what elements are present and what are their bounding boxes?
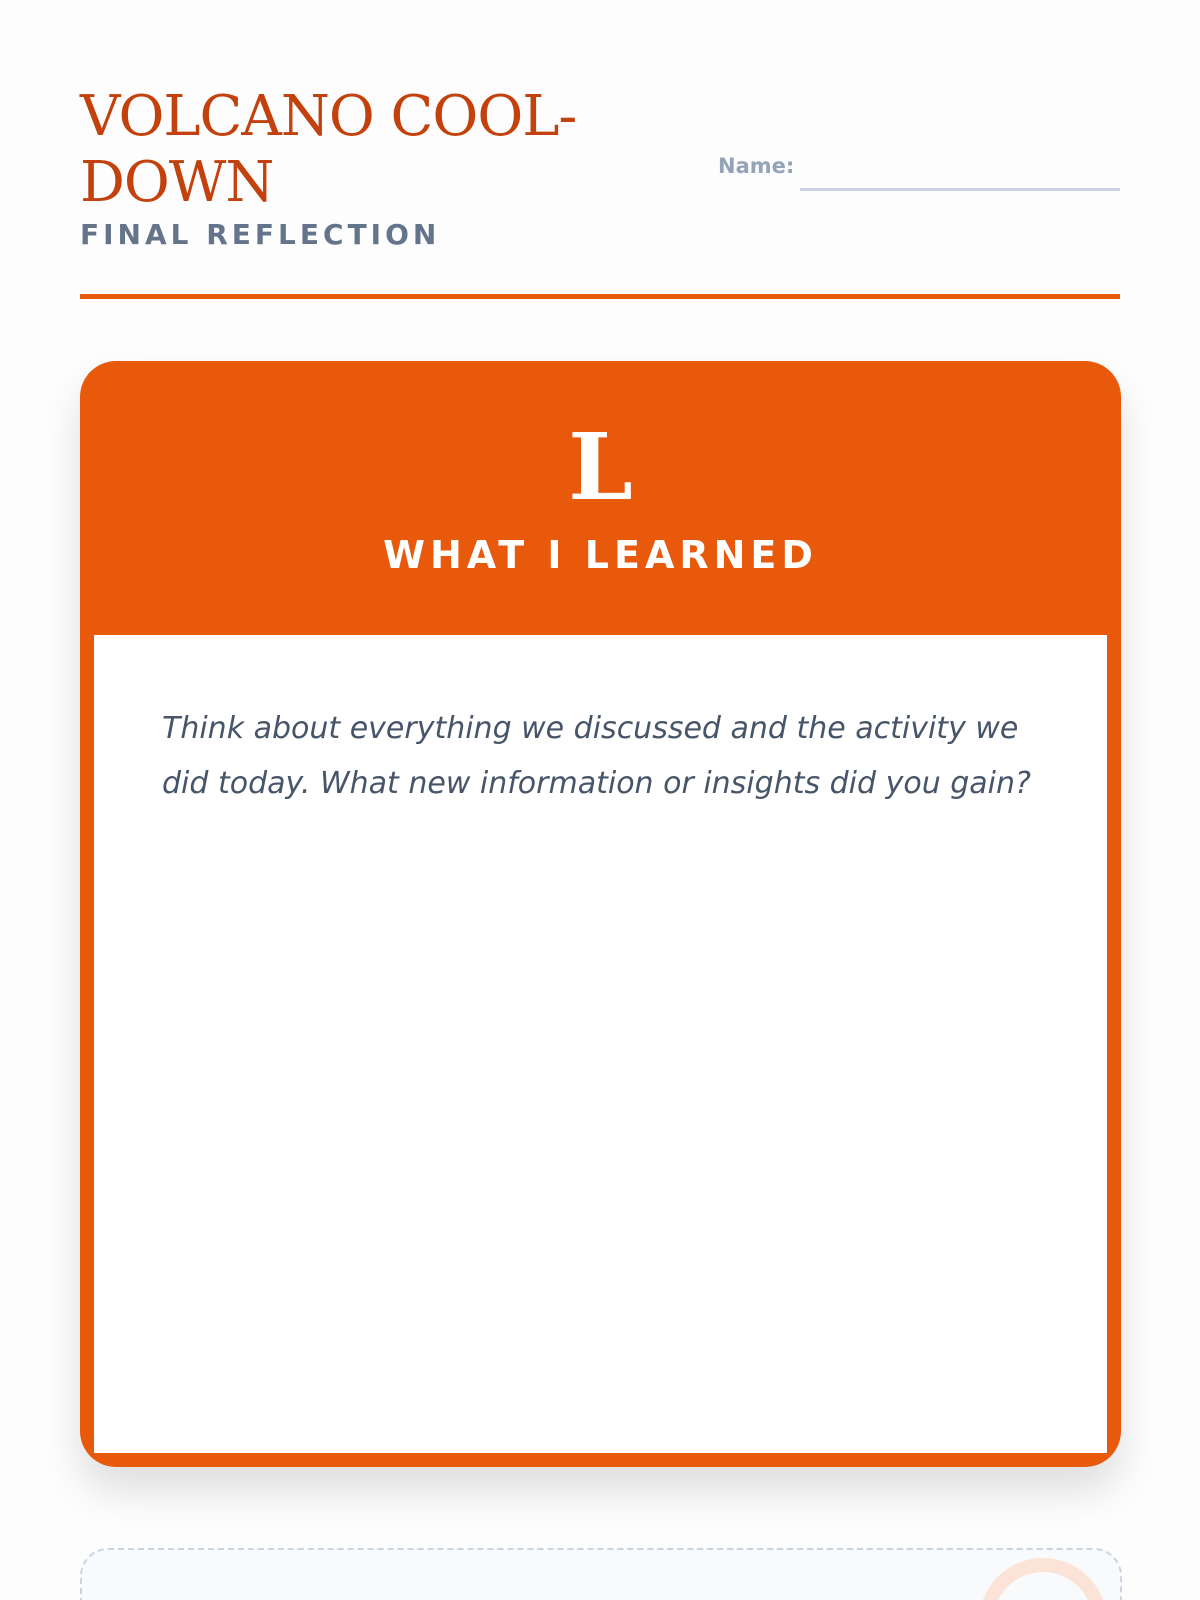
response-area[interactable] <box>94 635 1107 1453</box>
name-field-group <box>718 154 1120 190</box>
card-title: WHAT I LEARNED <box>383 533 818 577</box>
learned-card <box>80 361 1121 1467</box>
name-input-line[interactable] <box>800 188 1120 191</box>
name-label: Name: <box>718 154 795 178</box>
decorative-circle-icon <box>979 1558 1107 1600</box>
card-letter: L <box>568 413 633 521</box>
page-title: VOLCANO COOL-DOWN <box>80 84 577 215</box>
next-section-box <box>80 1548 1122 1600</box>
worksheet-header <box>80 84 1120 299</box>
reflection-prompt: Think about everything we discussed and the activity we did today. What new information or insights did you gain? <box>162 711 1031 801</box>
page-subtitle: FINAL REFLECTION <box>80 218 441 251</box>
